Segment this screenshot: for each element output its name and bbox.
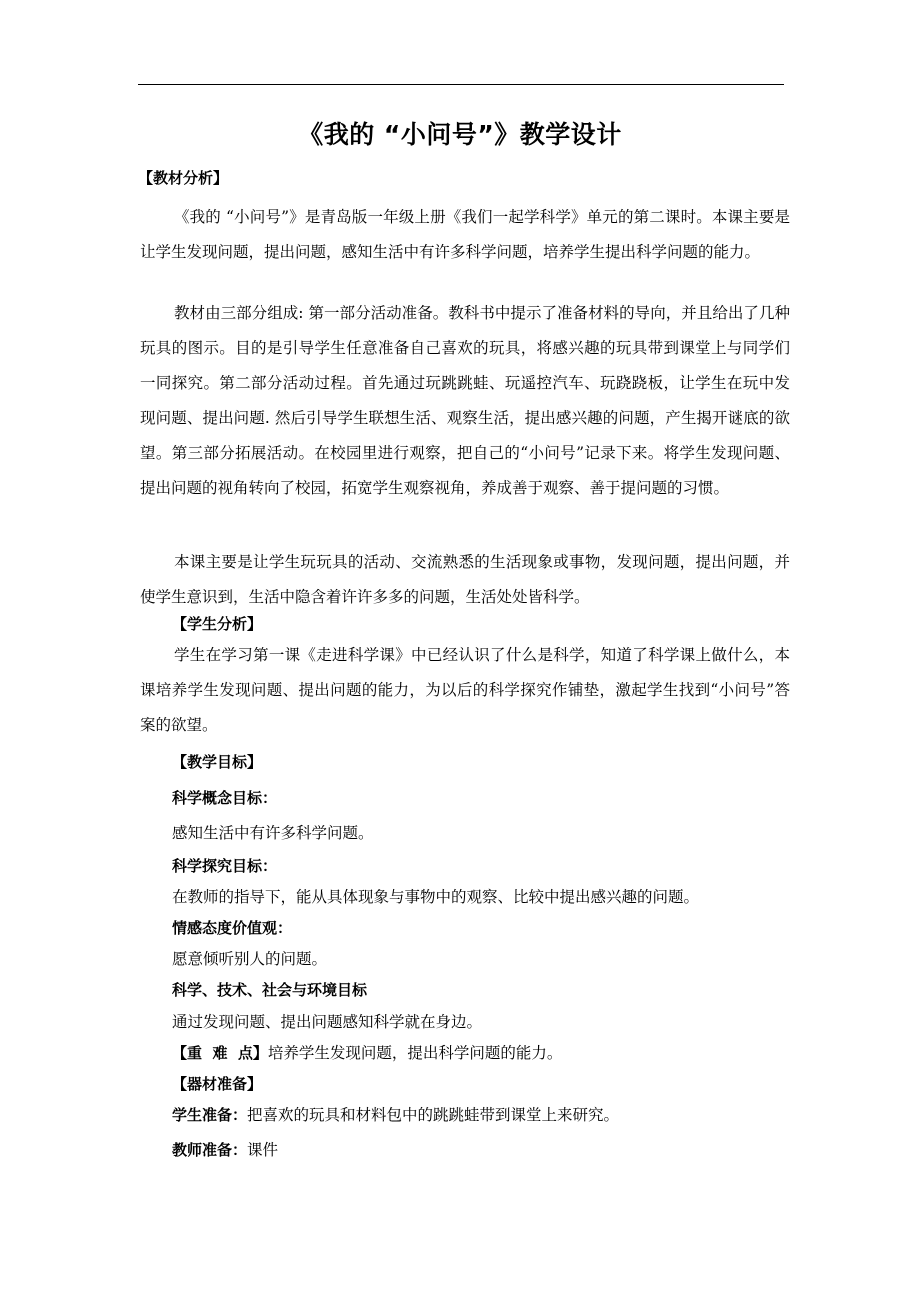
- teacher-materials-text: 课件: [247, 1141, 279, 1159]
- document-title: 《我的 “小问号”》教学设计: [298, 120, 622, 149]
- teacher-materials-label: 教师准备：: [172, 1141, 248, 1159]
- goal-label-inquiry: 科学探究目标：: [172, 857, 278, 875]
- student-materials-line: [172, 1105, 619, 1125]
- goal-label-concept: 科学概念目标：: [172, 789, 278, 807]
- goal-label-attitude: 情感态度价值观：: [172, 919, 293, 937]
- key-points-text: 培养学生发现问题，提出科学问题的能力。: [267, 1044, 563, 1062]
- student-materials-label: 学生准备：: [172, 1106, 248, 1124]
- textbook-analysis-paragraph-1: 《我的 “小问号”》是青岛版一年级上册《我们一起学科学》单元的第二课时。本课主要是让学生发现问题，提出问题，感知生活中有许多科学问题，培养学生提出科学问题的能力。: [140, 208, 790, 261]
- materials-heading: 【器材准备】: [172, 1075, 263, 1093]
- key-points-heading: 【重 难 点】: [172, 1044, 268, 1062]
- key-points-line: [172, 1043, 562, 1063]
- teacher-materials-line: [172, 1140, 278, 1160]
- student-materials-text: 把喜欢的玩具和材料包中的跳跳蛙带到课堂上来研究。: [247, 1106, 620, 1124]
- student-analysis-paragraph: 学生在学习第一课《走进科学课》中已经认识了什么是科学，知道了科学课上做什么，本课培养学生发现问题、提出问题的能力，为以后的科学探究作铺垫，激起学生找到“小问号”答案的欲望。: [140, 646, 790, 734]
- goal-label-sts: 科学、技术、社会与环境目标: [172, 981, 368, 999]
- goal-text-concept: 感知生活中有许多科学问题。: [172, 824, 374, 842]
- textbook-analysis-heading: 【教材分析】: [138, 169, 229, 187]
- goal-text-attitude: 愿意倾听别人的问题。: [172, 950, 328, 968]
- student-analysis-heading: 【学生分析】: [172, 615, 263, 633]
- teaching-goals-heading: 【教学目标】: [172, 753, 263, 771]
- textbook-analysis-paragraph-2: 教材由三部分组成: 第一部分活动准备。教科书中提示了准备材料的导向，并且给出了几种玩具的图示。目的是引导学生任意准备自己喜欢的玩具，将感兴趣的玩具带到课堂上与同学们一同探究。第二部分活动过程。首先通过玩跳跳蛙、玩遥控汽车、玩跷跷板，让学生在玩中发现问题、提出问题. 然后引导学生联想生活、观察生活，提出感兴趣的问题，产生揭开谜底的欲望。第三部分拓展活动。在校园里进行观察，把自己的“小问号”记录下来。将学生发现问题、提出问题的视角转向了校园，拓宽学生观察视角，养成善于观察、善于提问题的习惯。: [140, 304, 790, 497]
- header-rule: [138, 84, 784, 85]
- goal-text-sts: 通过发现问题、提出问题感知科学就在身边。: [172, 1013, 483, 1031]
- textbook-analysis-paragraph-3: 本课主要是让学生玩玩具的活动、交流熟悉的生活现象或事物，发现问题，提出问题，并使学生意识到，生活中隐含着许许多多的问题，生活处处皆科学。: [140, 553, 790, 606]
- goal-text-inquiry: 在教师的指导下，能从具体现象与事物中的观察、比较中提出感兴趣的问题。: [172, 888, 700, 906]
